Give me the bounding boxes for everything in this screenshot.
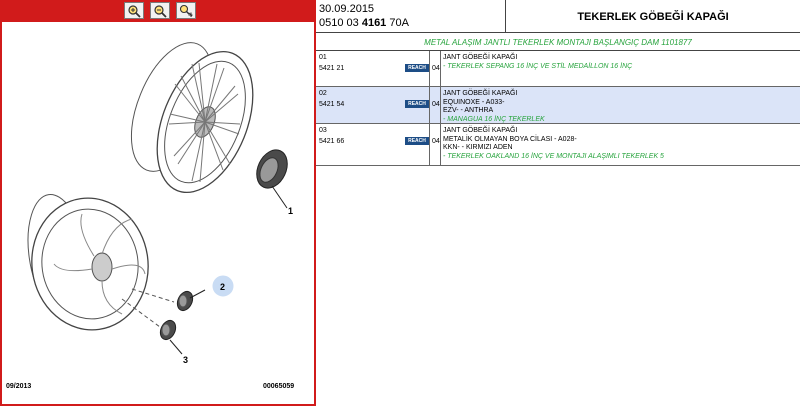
row-index: 02 (319, 90, 327, 97)
code-bold: 4161 (361, 17, 387, 29)
divider (429, 51, 430, 86)
zoom-fit-icon (179, 4, 193, 18)
divider (429, 87, 430, 123)
divider (429, 124, 430, 165)
part-color-name: KKN- - KIRMIZI ADEN (443, 144, 513, 151)
divider (440, 51, 441, 86)
part-applicability: - TEKERLEK OAKLAND 16 İNÇ VE MONTAJI ALAŞIMLI TEKERLEK 5 (443, 152, 664, 160)
parts-row-03[interactable] (316, 124, 800, 166)
part-applicability: - MANAGUA 16 İNÇ TEKERLEK (443, 115, 545, 123)
part-description (443, 90, 796, 124)
page-title: TEKERLEK GÖBEĞİ KAPAĞI (577, 10, 729, 23)
code-suffix: 70A (386, 17, 409, 29)
part-qty: 04 (432, 65, 440, 72)
hub-cap-3 (157, 318, 182, 354)
row-index: 01 (319, 54, 327, 61)
divider (440, 87, 441, 123)
diagram-panel (0, 0, 316, 410)
part-name: JANT GÖBEĞİ KAPAĞI (443, 54, 518, 61)
part-ref[interactable]: 5421 66 (319, 138, 345, 145)
upper-wheel (115, 31, 272, 206)
part-ref[interactable]: 5421 21 (319, 65, 345, 72)
divider (440, 124, 441, 165)
part-name: JANT GÖBEĞİ KAPAĞI (443, 127, 518, 134)
zoom-fit-button[interactable] (176, 2, 196, 19)
lower-wheel (21, 191, 174, 338)
header-date: 30.09.2015 (319, 3, 375, 15)
wheel-exploded-diagram (2, 24, 314, 380)
diagram-toolbar (0, 0, 316, 22)
zoom-in-icon (127, 4, 141, 18)
parts-header (316, 0, 800, 33)
callout-2[interactable]: 2 (220, 282, 226, 292)
reach-badge[interactable]: REACH (405, 137, 429, 145)
zoom-in-button[interactable] (124, 2, 144, 19)
zoom-out-button[interactable] (150, 2, 170, 19)
hub-cap-1 (251, 145, 293, 208)
hub-cap-2 (174, 289, 205, 313)
parts-row-02[interactable] (316, 87, 800, 124)
part-ref[interactable]: 5421 54 (319, 101, 345, 108)
drawing-ref: 00065059 (263, 383, 295, 390)
callout-1[interactable]: 1 (288, 206, 294, 216)
part-qty: 04 (432, 101, 440, 108)
part-description (443, 127, 796, 161)
group-subtitle: METAL ALAŞIM JANTLI TEKERLEK MONTAJI BAŞLANGIÇ DAM 1101877 (424, 38, 692, 47)
part-name: JANT GÖBEĞİ KAPAĞI (443, 90, 518, 97)
part-qty: 04 (432, 138, 440, 145)
drawing-date: 09/2013 (6, 383, 32, 390)
part-color-name: EZV- - ANTHRA (443, 107, 494, 114)
part-applicability: - TEKERLEK SEPANG 16 İNÇ VE STİL MEDAİLLON 16 İNÇ (443, 62, 633, 70)
code-prefix: 0510 03 (319, 17, 362, 29)
callout-3[interactable]: 3 (183, 355, 189, 365)
part-color-code: EQUINOXE - A033- (443, 98, 505, 106)
parts-row-01[interactable] (316, 51, 800, 87)
zoom-out-icon (153, 4, 167, 18)
row-index: 03 (319, 127, 327, 134)
reach-badge[interactable]: REACH (405, 100, 429, 108)
part-description (443, 54, 796, 71)
header-code (319, 17, 409, 29)
parts-panel (316, 0, 800, 410)
reach-badge[interactable]: REACH (405, 64, 429, 72)
part-color-code: METALİK OLMAYAN BOYA CİLASI - A028- (443, 135, 577, 143)
header-meta (316, 0, 506, 33)
